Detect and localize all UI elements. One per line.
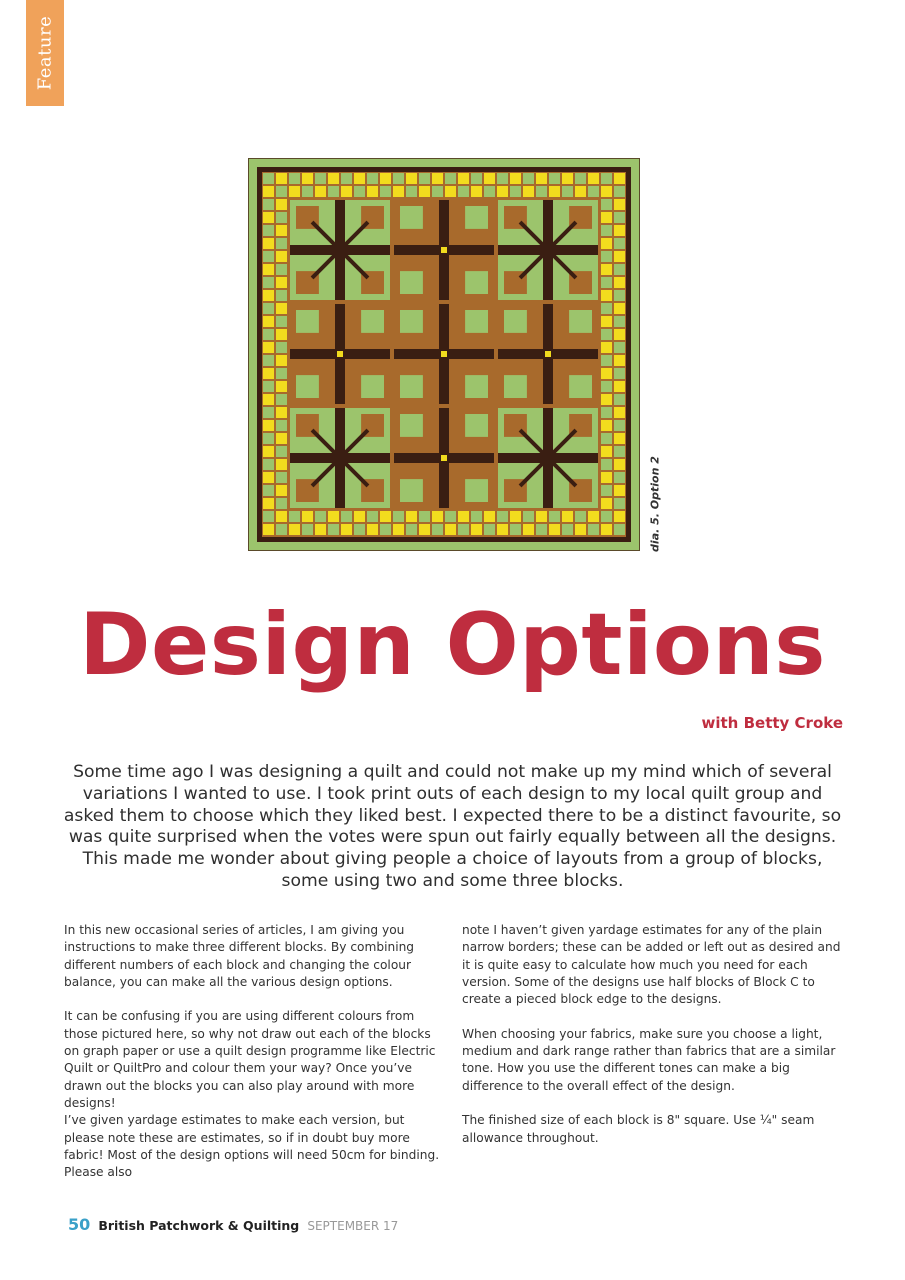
quilt-border-square [380, 173, 391, 184]
quilt-border-square [523, 173, 534, 184]
quilt-border-square [302, 186, 313, 197]
quilt-patch [465, 310, 488, 333]
page-number: 50 [68, 1215, 91, 1234]
body-paragraph: note I haven’t given yardage estimates for any of the plain narrow borders; these can be added or left out as desired and it is quite easy to calculate how much you need for each version. Some of the designs use half blocks of Block C to create a pieced block edge to the designs. [462, 923, 841, 1007]
quilt-border-square [601, 329, 612, 340]
issue-date: SEPTEMBER 17 [307, 1219, 399, 1233]
quilt-border-square [601, 303, 612, 314]
quilt-border-square [341, 186, 352, 197]
quilt-border-square [263, 394, 274, 405]
quilt-border-square [276, 199, 287, 210]
quilt-border-square [601, 446, 612, 457]
quilt-border-square [276, 277, 287, 288]
quilt-border-square [393, 511, 404, 522]
quilt-border-square [302, 511, 313, 522]
quilt-patch [504, 375, 527, 398]
quilt-border-square [263, 446, 274, 457]
quilt-border-square [614, 342, 625, 353]
quilt-border-square [549, 173, 560, 184]
quilt-border-square [354, 524, 365, 535]
intro-paragraph: Some time ago I was designing a quilt and could not make up my mind which of several variations I wanted to use. I took print outs of each design to my local quilt group and asked them to choose which they liked best. I expected there to be a distinct favourite, so was quite surprised when the votes were spun out fairly equally between all the designs. This made me wonder about giving people a choice of layouts from a group of blocks, some using two and some three blocks. [63, 762, 842, 891]
quilt-border-square [276, 394, 287, 405]
quilt-border-square [523, 186, 534, 197]
quilt-border-square [354, 511, 365, 522]
quilt-border-square [315, 173, 326, 184]
quilt-border-square [263, 355, 274, 366]
quilt-border-square [497, 186, 508, 197]
quilt-border-square [276, 238, 287, 249]
quilt-border-square [510, 511, 521, 522]
quilt-border-square [276, 173, 287, 184]
quilt-border-square [432, 524, 443, 535]
quilt-border-square [432, 173, 443, 184]
quilt-border-square [614, 511, 625, 522]
quilt-border-square [263, 225, 274, 236]
quilt-border-square [614, 277, 625, 288]
quilt-border-square [601, 251, 612, 262]
quilt-border-square [575, 186, 586, 197]
quilt-border-square [276, 225, 287, 236]
quilt-border-square [601, 212, 612, 223]
quilt-border-square [432, 511, 443, 522]
quilt-border-square [276, 459, 287, 470]
quilt-border-square [276, 433, 287, 444]
quilt-border-square [614, 251, 625, 262]
quilt-border-square [458, 524, 469, 535]
quilt-border-square [614, 173, 625, 184]
body-paragraph: In this new occasional series of articles, I am giving you instructions to make three different blocks. By combining different numbers of each block and changing the colour balance, you can make all the various design options. [64, 923, 415, 989]
magazine-name: British Patchwork & Quilting [98, 1218, 300, 1233]
feature-tab [26, 0, 64, 106]
quilt-patch [465, 206, 488, 229]
quilt-border-square [328, 524, 339, 535]
quilt-border-square [367, 173, 378, 184]
quilt-border-square [341, 524, 352, 535]
quilt-border-square [601, 433, 612, 444]
quilt-patch [400, 206, 423, 229]
body-paragraph: The finished size of each block is 8" square. Use ¼" seam allowance throughout. [462, 1113, 815, 1145]
quilt-border-square [263, 290, 274, 301]
quilt-border-square [536, 511, 547, 522]
quilt-border-square [575, 511, 586, 522]
quilt-border-square [614, 524, 625, 535]
quilt-border-square [601, 368, 612, 379]
quilt-border-square [276, 420, 287, 431]
quilt-border-square [302, 173, 313, 184]
quilt-border-square [601, 355, 612, 366]
quilt-border-square [341, 511, 352, 522]
quilt-border-square [263, 459, 274, 470]
quilt-border-square [263, 368, 274, 379]
quilt-border-square [276, 342, 287, 353]
quilt-border-square [380, 524, 391, 535]
quilt-border-square [263, 316, 274, 327]
quilt-border-square [406, 173, 417, 184]
quilt-border-square [263, 433, 274, 444]
quilt-border-square [445, 186, 456, 197]
quilt-border-square [614, 420, 625, 431]
quilt-patch [400, 479, 423, 502]
quilt-border-square [263, 199, 274, 210]
quilt-border-square [601, 186, 612, 197]
quilt-border-square [536, 173, 547, 184]
quilt-border-square [549, 511, 560, 522]
quilt-border-square [575, 173, 586, 184]
quilt-border-square [523, 524, 534, 535]
quilt-border-square [302, 524, 313, 535]
quilt-border-square [614, 329, 625, 340]
quilt-border-square [614, 394, 625, 405]
quilt-border-square [601, 238, 612, 249]
quilt-border-square [471, 173, 482, 184]
quilt-patch [465, 479, 488, 502]
quilt-border-square [276, 303, 287, 314]
quilt-patch [465, 271, 488, 294]
quilt-patch [569, 310, 592, 333]
quilt-border-square [562, 511, 573, 522]
quilt-cornerstone [441, 351, 447, 357]
quilt-border-square [497, 511, 508, 522]
quilt-border-square [445, 524, 456, 535]
quilt-border-square [601, 407, 612, 418]
quilt-border-square [614, 498, 625, 509]
quilt-border-square [510, 524, 521, 535]
quilt-border-square [289, 524, 300, 535]
quilt-border-square [276, 329, 287, 340]
quilt-border-square [419, 173, 430, 184]
quilt-border-square [601, 485, 612, 496]
quilt-border-square [601, 498, 612, 509]
quilt-border-square [263, 303, 274, 314]
quilt-border-square [263, 173, 274, 184]
quilt-cornerstone [337, 351, 343, 357]
quilt-border-square [497, 524, 508, 535]
quilt-border-square [276, 407, 287, 418]
quilt-border-square [315, 186, 326, 197]
quilt-border-square [263, 251, 274, 262]
quilt-border-square [601, 199, 612, 210]
quilt-border-square [263, 407, 274, 418]
quilt-border-square [406, 524, 417, 535]
quilt-border-square [458, 511, 469, 522]
quilt-border-square [276, 316, 287, 327]
quilt-border-square [380, 511, 391, 522]
quilt-border-square [276, 186, 287, 197]
quilt-border-square [588, 524, 599, 535]
quilt-border-square [614, 316, 625, 327]
quilt-border-square [315, 511, 326, 522]
quilt-border-square [289, 511, 300, 522]
quilt-border-square [458, 186, 469, 197]
quilt-border-square [614, 212, 625, 223]
quilt-border-square [263, 186, 274, 197]
quilt-border-square [562, 524, 573, 535]
body-column-right [462, 922, 842, 1147]
quilt-border-square [354, 186, 365, 197]
quilt-border-square [497, 173, 508, 184]
page-title: Design Options [79, 595, 826, 695]
quilt-border-square [393, 173, 404, 184]
feature-tab-label: Feature [34, 15, 56, 91]
byline: with Betty Croke [701, 714, 843, 732]
quilt-border-square [328, 173, 339, 184]
quilt-border-square [263, 212, 274, 223]
quilt-border-square [263, 329, 274, 340]
quilt-border-square [419, 524, 430, 535]
quilt-border-square [601, 511, 612, 522]
quilt-border-square [432, 186, 443, 197]
quilt-border-square [276, 264, 287, 275]
quilt-cornerstone [441, 247, 447, 253]
quilt-border-square [601, 459, 612, 470]
quilt-border-square [549, 524, 560, 535]
quilt-border-square [614, 238, 625, 249]
quilt-illustration [248, 158, 640, 551]
quilt-cornerstone [545, 351, 551, 357]
quilt-border-square [588, 173, 599, 184]
quilt-border-square [406, 186, 417, 197]
quilt-border-square [276, 381, 287, 392]
quilt-border-square [419, 186, 430, 197]
quilt-border-square [276, 485, 287, 496]
quilt-border-square [601, 394, 612, 405]
quilt-border-square [471, 186, 482, 197]
quilt-border-square [445, 173, 456, 184]
quilt-patch [465, 414, 488, 437]
quilt-border-square [276, 368, 287, 379]
quilt-border-square [276, 446, 287, 457]
quilt-border-square [614, 433, 625, 444]
quilt-cornerstone [441, 455, 447, 461]
quilt-border-square [276, 251, 287, 262]
quilt-border-square [484, 186, 495, 197]
quilt-border-square [445, 511, 456, 522]
quilt-border-square [380, 186, 391, 197]
body-paragraph: I’ve given yardage estimates to make each version, but please note these are estimates, so if in doubt buy more fabric! Most of the design options will need 50cm for binding. Please also [64, 1113, 440, 1180]
quilt-border-square [601, 264, 612, 275]
quilt-patch [569, 375, 592, 398]
quilt-patch [400, 310, 423, 333]
quilt-border-square [341, 173, 352, 184]
quilt-border-square [367, 186, 378, 197]
quilt-border-square [263, 485, 274, 496]
quilt-border-square [276, 212, 287, 223]
quilt-border-square [614, 355, 625, 366]
quilt-border-square [484, 511, 495, 522]
quilt-border-square [367, 524, 378, 535]
quilt-border-square [289, 186, 300, 197]
body-paragraph: It can be confusing if you are using different colours from those pictured here, so why not draw out each of the blocks on graph paper or use a quilt design programme like Electric Quilt or QuiltPro and colour them your way? Once you’ve drawn out the blocks you can also play around with more designs! [64, 1009, 436, 1110]
quilt-border-square [484, 173, 495, 184]
quilt-border-square [354, 173, 365, 184]
quilt-border-square [588, 511, 599, 522]
quilt-border-square [263, 472, 274, 483]
quilt-border-square [614, 186, 625, 197]
quilt-border-square [614, 459, 625, 470]
quilt-border-square [614, 264, 625, 275]
quilt-border-square [393, 186, 404, 197]
quilt-border-square [536, 186, 547, 197]
quilt-border-square [575, 524, 586, 535]
quilt-border-square [471, 511, 482, 522]
quilt-border-square [263, 238, 274, 249]
quilt-border-square [263, 511, 274, 522]
quilt-border-square [614, 199, 625, 210]
quilt-border-square [536, 524, 547, 535]
quilt-border-square [614, 290, 625, 301]
quilt-border-square [614, 381, 625, 392]
quilt-border-square [263, 264, 274, 275]
quilt-border-square [601, 277, 612, 288]
quilt-border-square [601, 342, 612, 353]
quilt-border-square [276, 290, 287, 301]
quilt-border-square [614, 472, 625, 483]
quilt-border-square [601, 316, 612, 327]
quilt-patch [296, 375, 319, 398]
quilt-border-square [263, 277, 274, 288]
quilt-border-square [458, 173, 469, 184]
quilt-border-square [523, 511, 534, 522]
quilt-border-square [419, 511, 430, 522]
quilt-border-square [263, 381, 274, 392]
quilt-border-square [263, 342, 274, 353]
quilt-patch [296, 310, 319, 333]
quilt-border-square [471, 524, 482, 535]
quilt-border-square [315, 524, 326, 535]
quilt-border-square [289, 173, 300, 184]
quilt-border-square [601, 420, 612, 431]
quilt-border-square [276, 498, 287, 509]
quilt-patch [400, 375, 423, 398]
quilt-border-square [601, 381, 612, 392]
quilt-border-square [328, 186, 339, 197]
quilt-border-square [614, 303, 625, 314]
quilt-border-square [276, 511, 287, 522]
quilt-border-square [484, 524, 495, 535]
quilt-border-square [276, 472, 287, 483]
quilt-border-square [393, 524, 404, 535]
quilt-border-square [588, 186, 599, 197]
quilt-border-square [510, 173, 521, 184]
quilt-patch [400, 414, 423, 437]
quilt-border-square [614, 485, 625, 496]
quilt-border-square [614, 225, 625, 236]
quilt-border-square [367, 511, 378, 522]
quilt-border-square [276, 355, 287, 366]
quilt-patch [361, 375, 384, 398]
quilt-border-square [601, 173, 612, 184]
quilt-border-square [263, 498, 274, 509]
quilt-patch [504, 310, 527, 333]
quilt-border-square [601, 290, 612, 301]
quilt-border-square [601, 225, 612, 236]
quilt-diagram [248, 158, 640, 551]
quilt-patch [400, 271, 423, 294]
page-footer [68, 1215, 398, 1234]
quilt-border-square [549, 186, 560, 197]
quilt-border-square [614, 446, 625, 457]
quilt-border-square [406, 511, 417, 522]
quilt-border-square [510, 186, 521, 197]
quilt-border-square [263, 420, 274, 431]
quilt-border-square [562, 186, 573, 197]
body-paragraph: When choosing your fabrics, make sure you choose a light, medium and dark range rather than fabrics that are a similar tone. How you use the different tones can make a big difference to the overall effect of the design. [462, 1026, 836, 1093]
body-column-left [64, 922, 444, 1181]
quilt-border-square [601, 524, 612, 535]
quilt-patch [465, 375, 488, 398]
quilt-border-square [263, 524, 274, 535]
quilt-border-square [614, 407, 625, 418]
quilt-border-square [276, 524, 287, 535]
quilt-patch [361, 310, 384, 333]
quilt-border-square [562, 173, 573, 184]
quilt-border-square [328, 511, 339, 522]
quilt-border-square [614, 368, 625, 379]
quilt-border-square [601, 472, 612, 483]
figure-caption: dia. 5. Option 2 [648, 456, 662, 552]
